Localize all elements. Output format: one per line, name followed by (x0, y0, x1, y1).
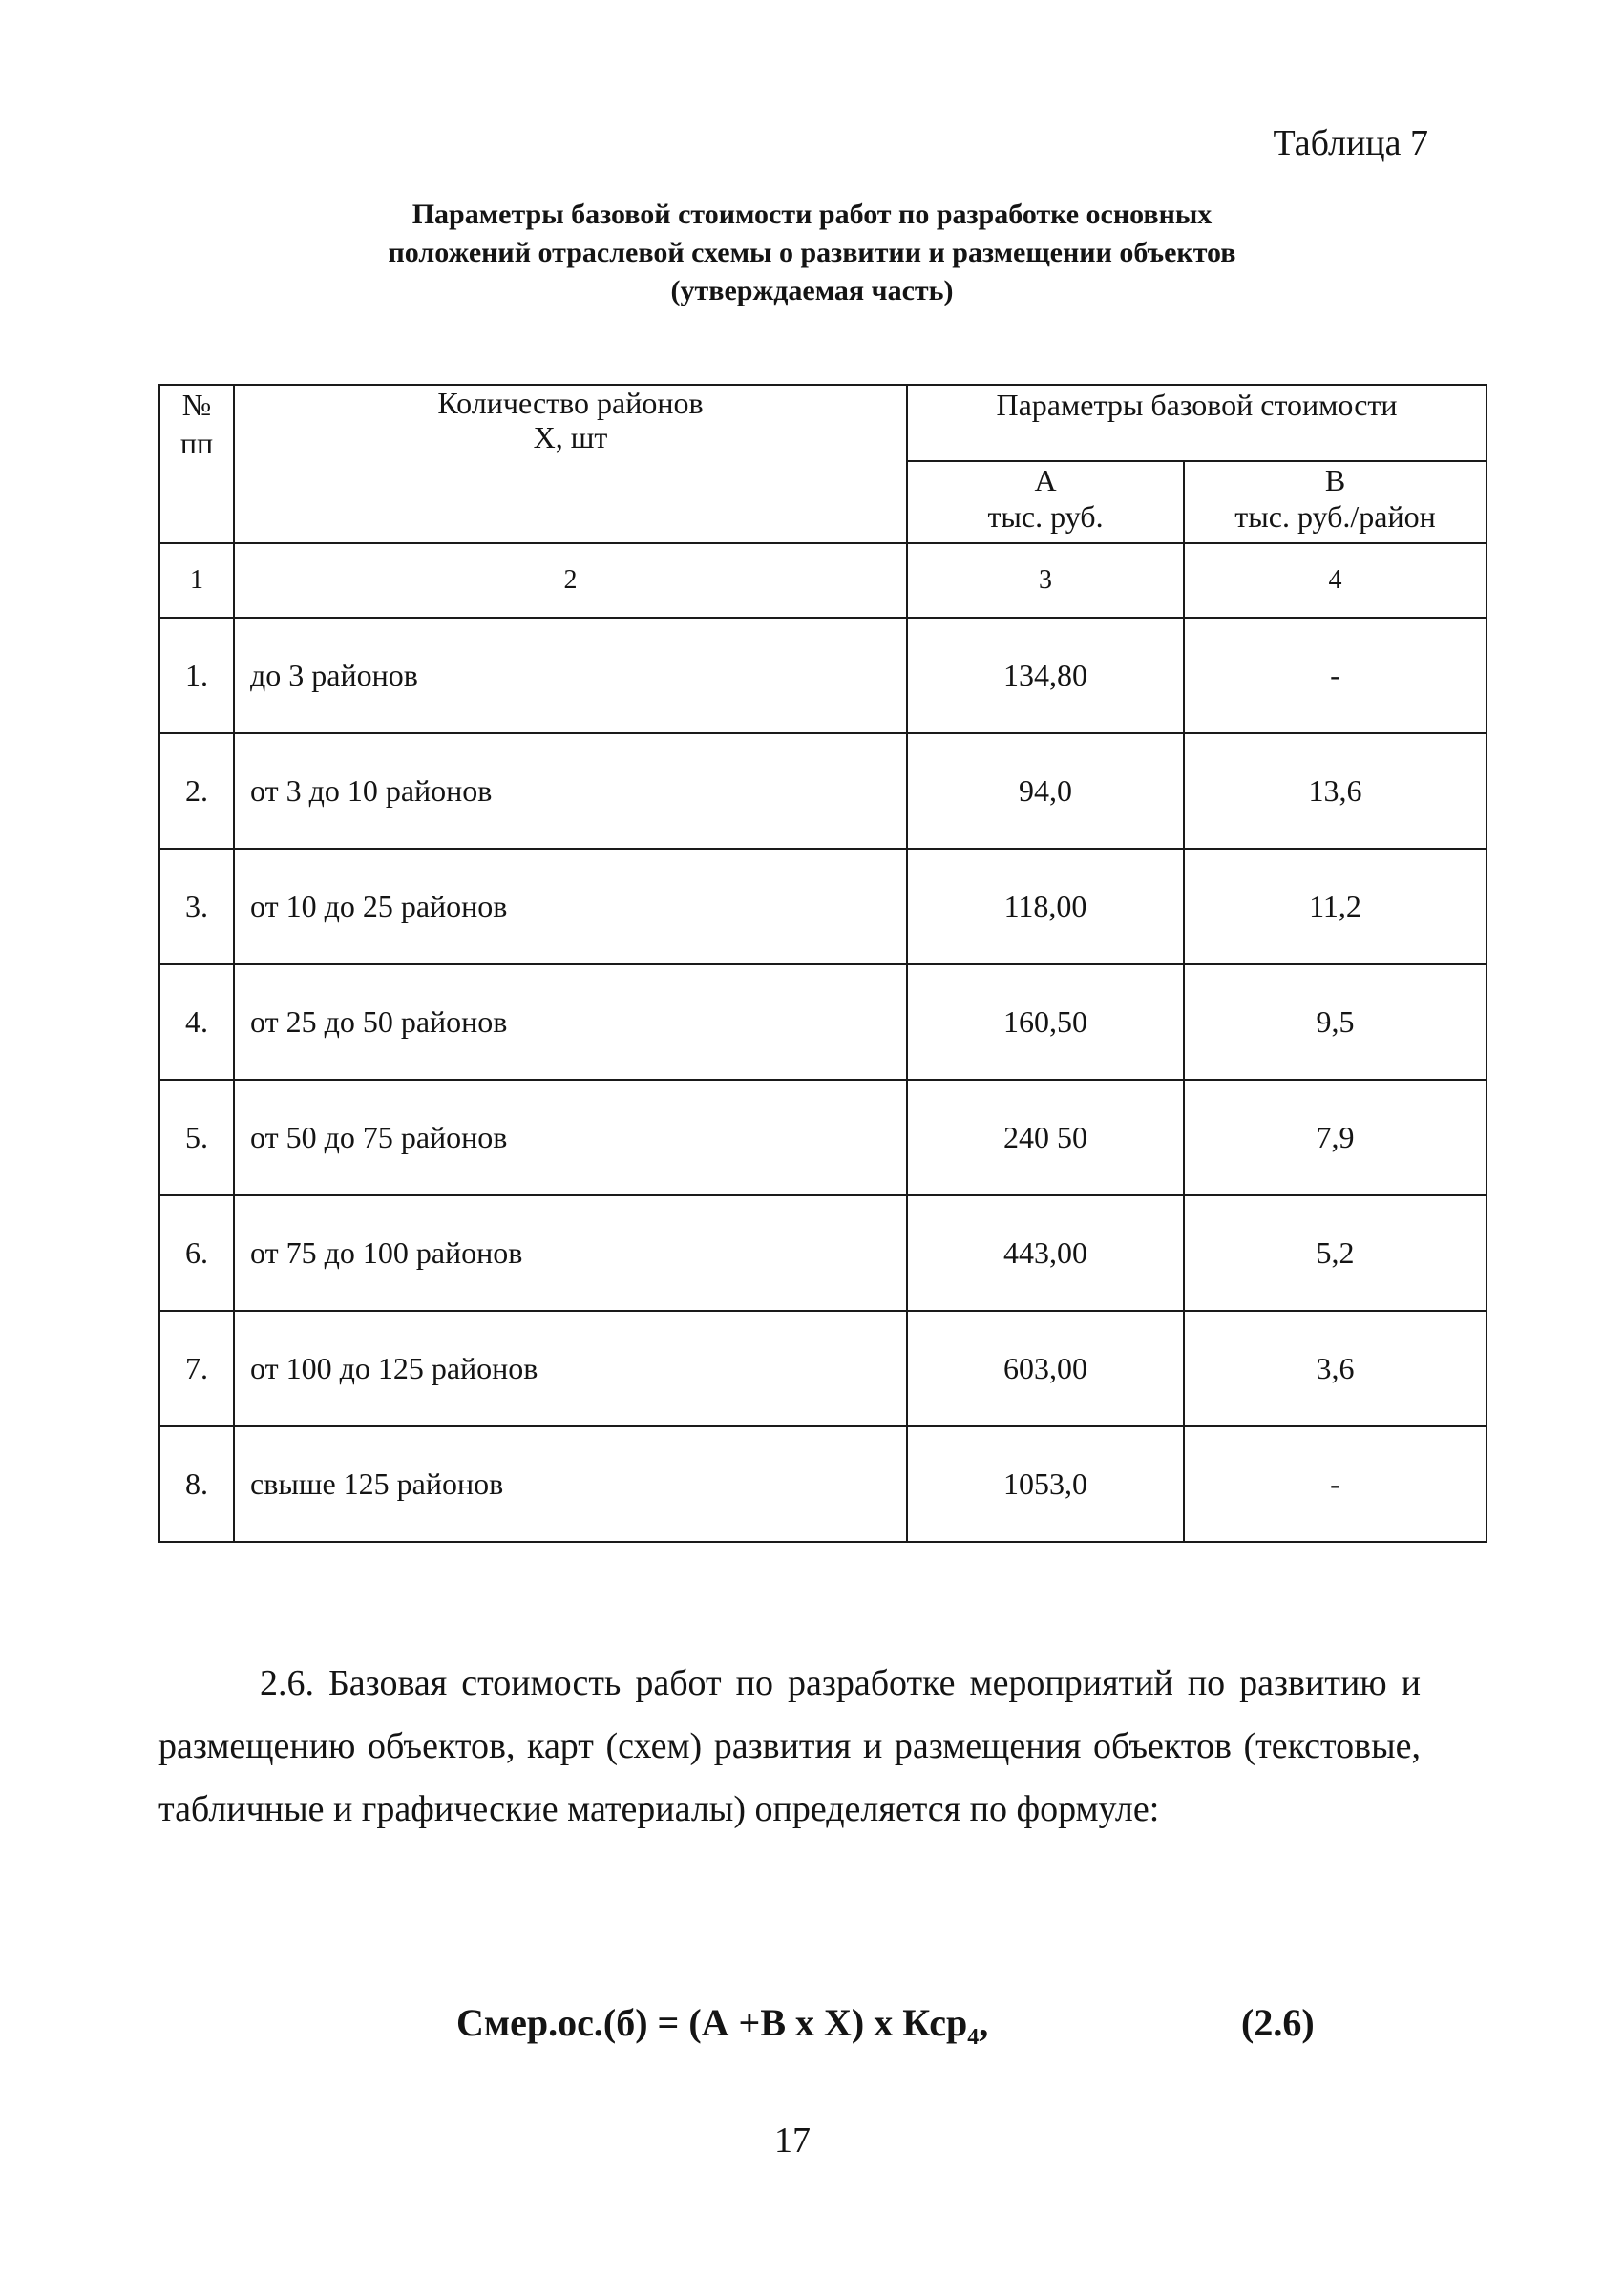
row-number: 7. (159, 1311, 234, 1426)
header-number-abbrev: пп (179, 426, 214, 460)
row-quantity: от 25 до 50 районов (234, 964, 907, 1080)
row-value-a: 1053,0 (907, 1426, 1184, 1542)
row-value-a: 94,0 (907, 733, 1184, 849)
row-value-b: - (1184, 1426, 1487, 1542)
header-a (907, 461, 1184, 543)
header-quantity-label: Количество районов (437, 386, 704, 420)
row-value-b: 13,6 (1184, 733, 1487, 849)
body-paragraph: 2.6. Базовая стоимость работ по разработке мероприятий по развитию и размещению объектов, карт (схем) развития и размещения объектов (текстовые, табличные и графические материалы) определяется по формуле: (158, 1663, 1421, 1829)
header-quantity (234, 385, 907, 543)
row-number: 2. (159, 733, 234, 849)
row-quantity: от 100 до 125 районов (234, 1311, 907, 1426)
row-value-b: 3,6 (1184, 1311, 1487, 1426)
table-title-line: положений отраслевой схемы о развитии и размещении объектов (388, 237, 1236, 268)
formula (456, 2000, 988, 2051)
row-number: 8. (159, 1426, 234, 1542)
header-quantity-unit: Х, шт (533, 420, 608, 454)
table-row (159, 849, 1487, 964)
table-row (159, 1311, 1487, 1426)
table-row (159, 1080, 1487, 1195)
header-a-unit: тыс. руб. (987, 499, 1104, 534)
row-quantity: от 75 до 100 районов (234, 1195, 907, 1311)
table-header-row (159, 385, 1487, 461)
row-number: 5. (159, 1080, 234, 1195)
table-label: Таблица 7 (1273, 123, 1428, 163)
row-quantity: от 50 до 75 районов (234, 1080, 907, 1195)
column-numbers-row (159, 543, 1487, 618)
row-quantity: до 3 районов (234, 618, 907, 733)
row-value-a: 160,50 (907, 964, 1184, 1080)
row-value-a: 118,00 (907, 849, 1184, 964)
formula-subscript: 4 (967, 2025, 980, 2050)
row-number: 3. (159, 849, 234, 964)
column-number: 2 (234, 543, 907, 618)
table-title-line: Параметры базовой стоимости работ по разработке основных (411, 199, 1213, 230)
header-b-letter: В (1324, 463, 1346, 497)
row-value-b: 9,5 (1184, 964, 1487, 1080)
row-value-b: - (1184, 618, 1487, 733)
table-title-line: (утверждаемая часть) (670, 275, 954, 306)
row-quantity: от 3 до 10 районов (234, 733, 907, 849)
page-number: 17 (774, 2120, 811, 2161)
base-cost-parameters-table (158, 384, 1487, 1543)
row-number: 4. (159, 964, 234, 1080)
column-number: 1 (159, 543, 234, 618)
table-title (0, 196, 1624, 310)
row-value-a: 443,00 (907, 1195, 1184, 1311)
row-value-a: 603,00 (907, 1311, 1184, 1426)
row-quantity: свыше 125 районов (234, 1426, 907, 1542)
table-row (159, 1426, 1487, 1542)
header-parameters: Параметры базовой стоимости (907, 385, 1487, 461)
row-value-b: 11,2 (1184, 849, 1487, 964)
header-number-symbol: № (181, 388, 212, 422)
table-row (159, 1195, 1487, 1311)
row-value-a: 134,80 (907, 618, 1184, 733)
formula-expression: Смер.ос.(б) = (А +В х Х) х Кср (456, 2001, 968, 2044)
header-a-letter: А (1034, 463, 1057, 497)
table-row (159, 618, 1487, 733)
row-quantity: от 10 до 25 районов (234, 849, 907, 964)
row-number: 1. (159, 618, 234, 733)
row-value-b: 7,9 (1184, 1080, 1487, 1195)
row-value-a: 240 50 (907, 1080, 1184, 1195)
column-number: 3 (907, 543, 1184, 618)
header-number (159, 385, 234, 543)
row-value-b: 5,2 (1184, 1195, 1487, 1311)
table-row (159, 733, 1487, 849)
header-b-unit: тыс. руб./район (1234, 499, 1436, 534)
formula-trailing-comma: , (979, 2001, 989, 2044)
row-number: 6. (159, 1195, 234, 1311)
table-row (159, 964, 1487, 1080)
header-b (1184, 461, 1487, 543)
formula-number: (2.6) (1241, 2001, 1315, 2044)
column-number: 4 (1184, 543, 1487, 618)
